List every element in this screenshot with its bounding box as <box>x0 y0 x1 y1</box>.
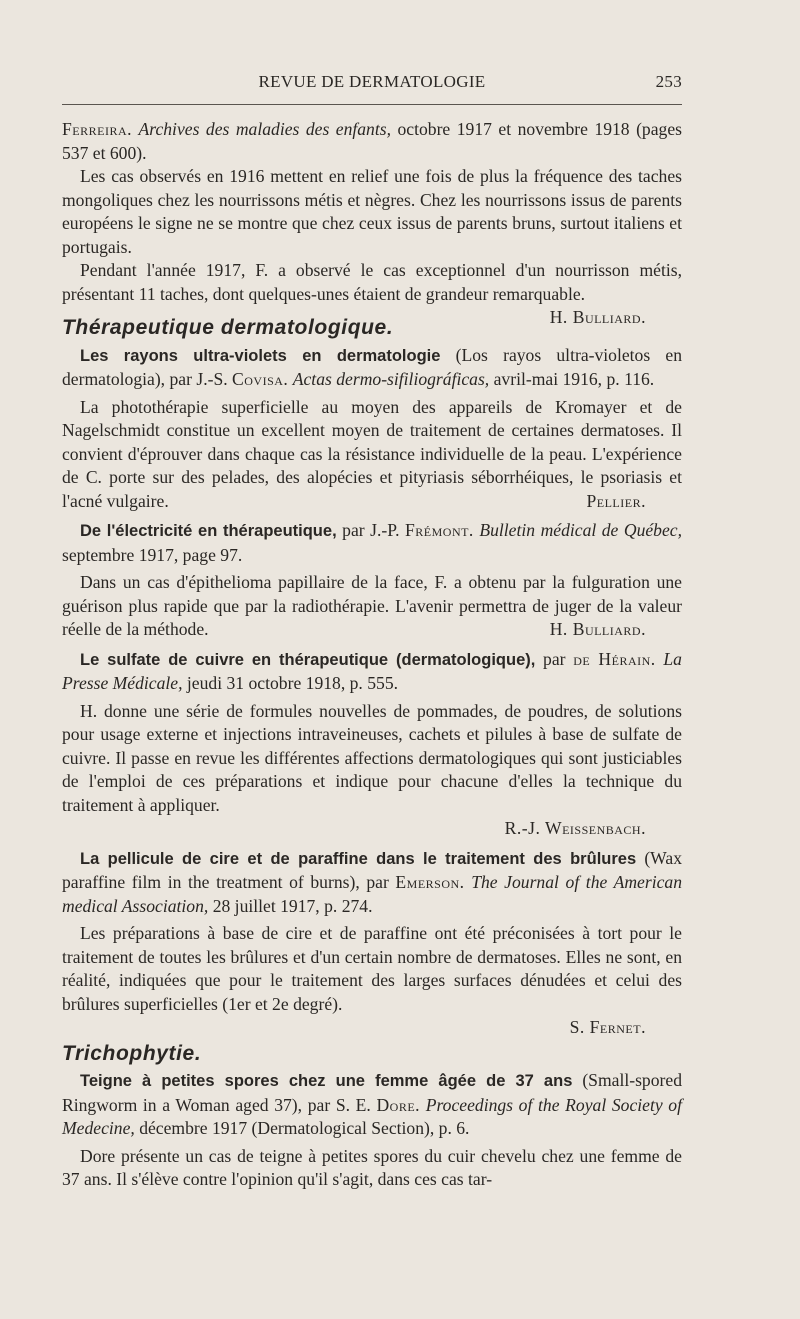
journal-name: Bulletin médical de Québec, <box>479 520 682 540</box>
paragraph <box>62 259 682 327</box>
entry-citation <box>62 847 682 919</box>
journal-name: Proceedings of the Royal Society of Medecine, <box>62 1094 682 1138</box>
title-translation: (Los rayos ultra-violetos en dermatologia), par J.-S. <box>62 344 682 389</box>
citation-date: septembre 1917, page 97. <box>62 544 243 565</box>
page-number: 253 <box>655 72 682 91</box>
section-heading: Trichophytie. <box>62 1041 202 1065</box>
journal-name: Actas dermo-sifiliográficas, <box>292 369 490 389</box>
signature: R.-J. Weissenbach. <box>504 818 646 838</box>
paragraph <box>62 396 682 514</box>
citation-by: par J.-P. <box>342 520 405 540</box>
signature: H. Bulliard. <box>549 619 646 639</box>
entry-citation <box>62 519 682 567</box>
article-title: La pellicule de cire et de paraffine dans le traitement des brûlures <box>80 849 637 868</box>
author-name: Ferreira. <box>62 119 133 139</box>
section-heading: Thérapeutique dermatologique. <box>62 316 394 339</box>
running-header <box>62 72 682 96</box>
article-title: Le sulfate de cuivre en thérapeutique (dermatologique), <box>80 650 536 669</box>
citation-date: jeudi 31 octobre 1918, p. 555. <box>186 673 399 693</box>
entry-citation <box>62 648 682 696</box>
paragraph: H. donne une série de formules nouvelles de pommades, de poudres, de solutions pour usage externe et injections intraveineuses, cachets et pilules à base de sulfate de cuivre. Il passe en revue les différentes affections dermatologiques qui sont justiciables de l'emploi de ces préparations et indique pour chacune d'elles la technique du traitement à appliquer. <box>62 700 682 815</box>
journal-title: REVUE DE DERMATOLOGIE <box>258 72 486 91</box>
citation-date: décembre 1917 (Dermatological Section), p. 6. <box>139 1118 470 1138</box>
signature: S. Fernet. <box>569 1017 646 1037</box>
paragraph-text: Dans un cas d'épithelioma papillaire de la face, F. a obtenu par la fulguration une guérison plus rapide que par la radiothérapie. L'avenir permettra de juger de la valeur réelle de la méthode. <box>62 572 682 639</box>
paragraph-text: La photothérapie superficielle au moyen des appareils de Kromayer et de Nagelschmidt constitue un excellent moyen de traitement de certaines dermatoses. Il convient d'éprouver dans chaque cas la résistance individuelle de la peau. L'expérience de C. porte sur des pelades, des alopécies et pityriasis séborrhéiques, le psoriasis et l'acné vulgaire. <box>62 396 682 511</box>
article-body <box>62 118 682 1192</box>
citation-date: 28 juillet 1917, p. 274. <box>212 895 373 916</box>
paragraph <box>62 571 682 642</box>
citation-details: octobre 1917 et novembre 1918 (pages 537 et 600). <box>62 119 682 163</box>
signature: Pellier. <box>586 490 646 511</box>
journal-name: The Journal of the American medical Association, <box>62 872 682 916</box>
journal-name: La Presse Médicale, <box>62 648 682 693</box>
author-name: Dore. <box>376 1094 421 1115</box>
article-title: De l'électricité en thérapeutique, <box>80 522 337 540</box>
paragraph: Les cas observés en 1916 mettent en relief une fois de plus la fréquence des taches mongoliques chez les nourrissons métis et nègres. Chez les nourrissons issus de parents européens le signe ne se montre que chez ceux issus de parents bruns, surtout italiens et portugais. <box>62 166 682 257</box>
entry-citation <box>62 118 682 165</box>
author-name: Covisa. <box>232 369 289 389</box>
paragraph: Les préparations à base de cire et de paraffine ont été préconisées à tort pour le traitement de toutes les brûlures et d'un certain nombre de dermatoses. Elles ne sont, en réalité, indiquées que pour le traitement des larges surfaces dénudées et celui des brûlures superficielles (1er et 2e degré). <box>62 923 682 1014</box>
citation-by: par <box>543 648 574 669</box>
paragraph-text: Pendant l'année 1917, F. a observé le cas exceptionnel d'un nourrisson métis, présentant 11 taches, dont quelques-unes étaient de grandeur remarquable. <box>62 260 682 304</box>
signature: H. Bulliard. <box>549 307 646 327</box>
author-name: Frémont. <box>404 520 474 540</box>
article-title: Les rayons ultra-violets en dermatologie <box>80 346 441 365</box>
title-translation: (Small-spored Ringworm in a Woman aged 37), par S. E. <box>62 1070 682 1115</box>
entry-citation <box>62 1069 682 1141</box>
paragraph: Dore présente un cas de teigne à petites spores du cuir chevelu chez une femme de 37 ans. Il s'élève contre l'opinion qu'il s'agit, dans ces cas tar- <box>62 1145 682 1189</box>
entry-citation <box>62 344 682 392</box>
author-name: de Hérain. <box>573 648 656 669</box>
author-name: Emerson. <box>395 872 465 892</box>
title-translation: (Wax paraffine film in the treatment of burns), par <box>62 847 682 892</box>
article-title: Teigne à petites spores chez une femme âgée de 37 ans <box>80 1072 573 1090</box>
header-rule <box>62 104 682 105</box>
citation-date: avril-mai 1916, p. 116. <box>493 369 655 389</box>
journal-name: Archives des maladies des enfants, <box>138 119 391 139</box>
